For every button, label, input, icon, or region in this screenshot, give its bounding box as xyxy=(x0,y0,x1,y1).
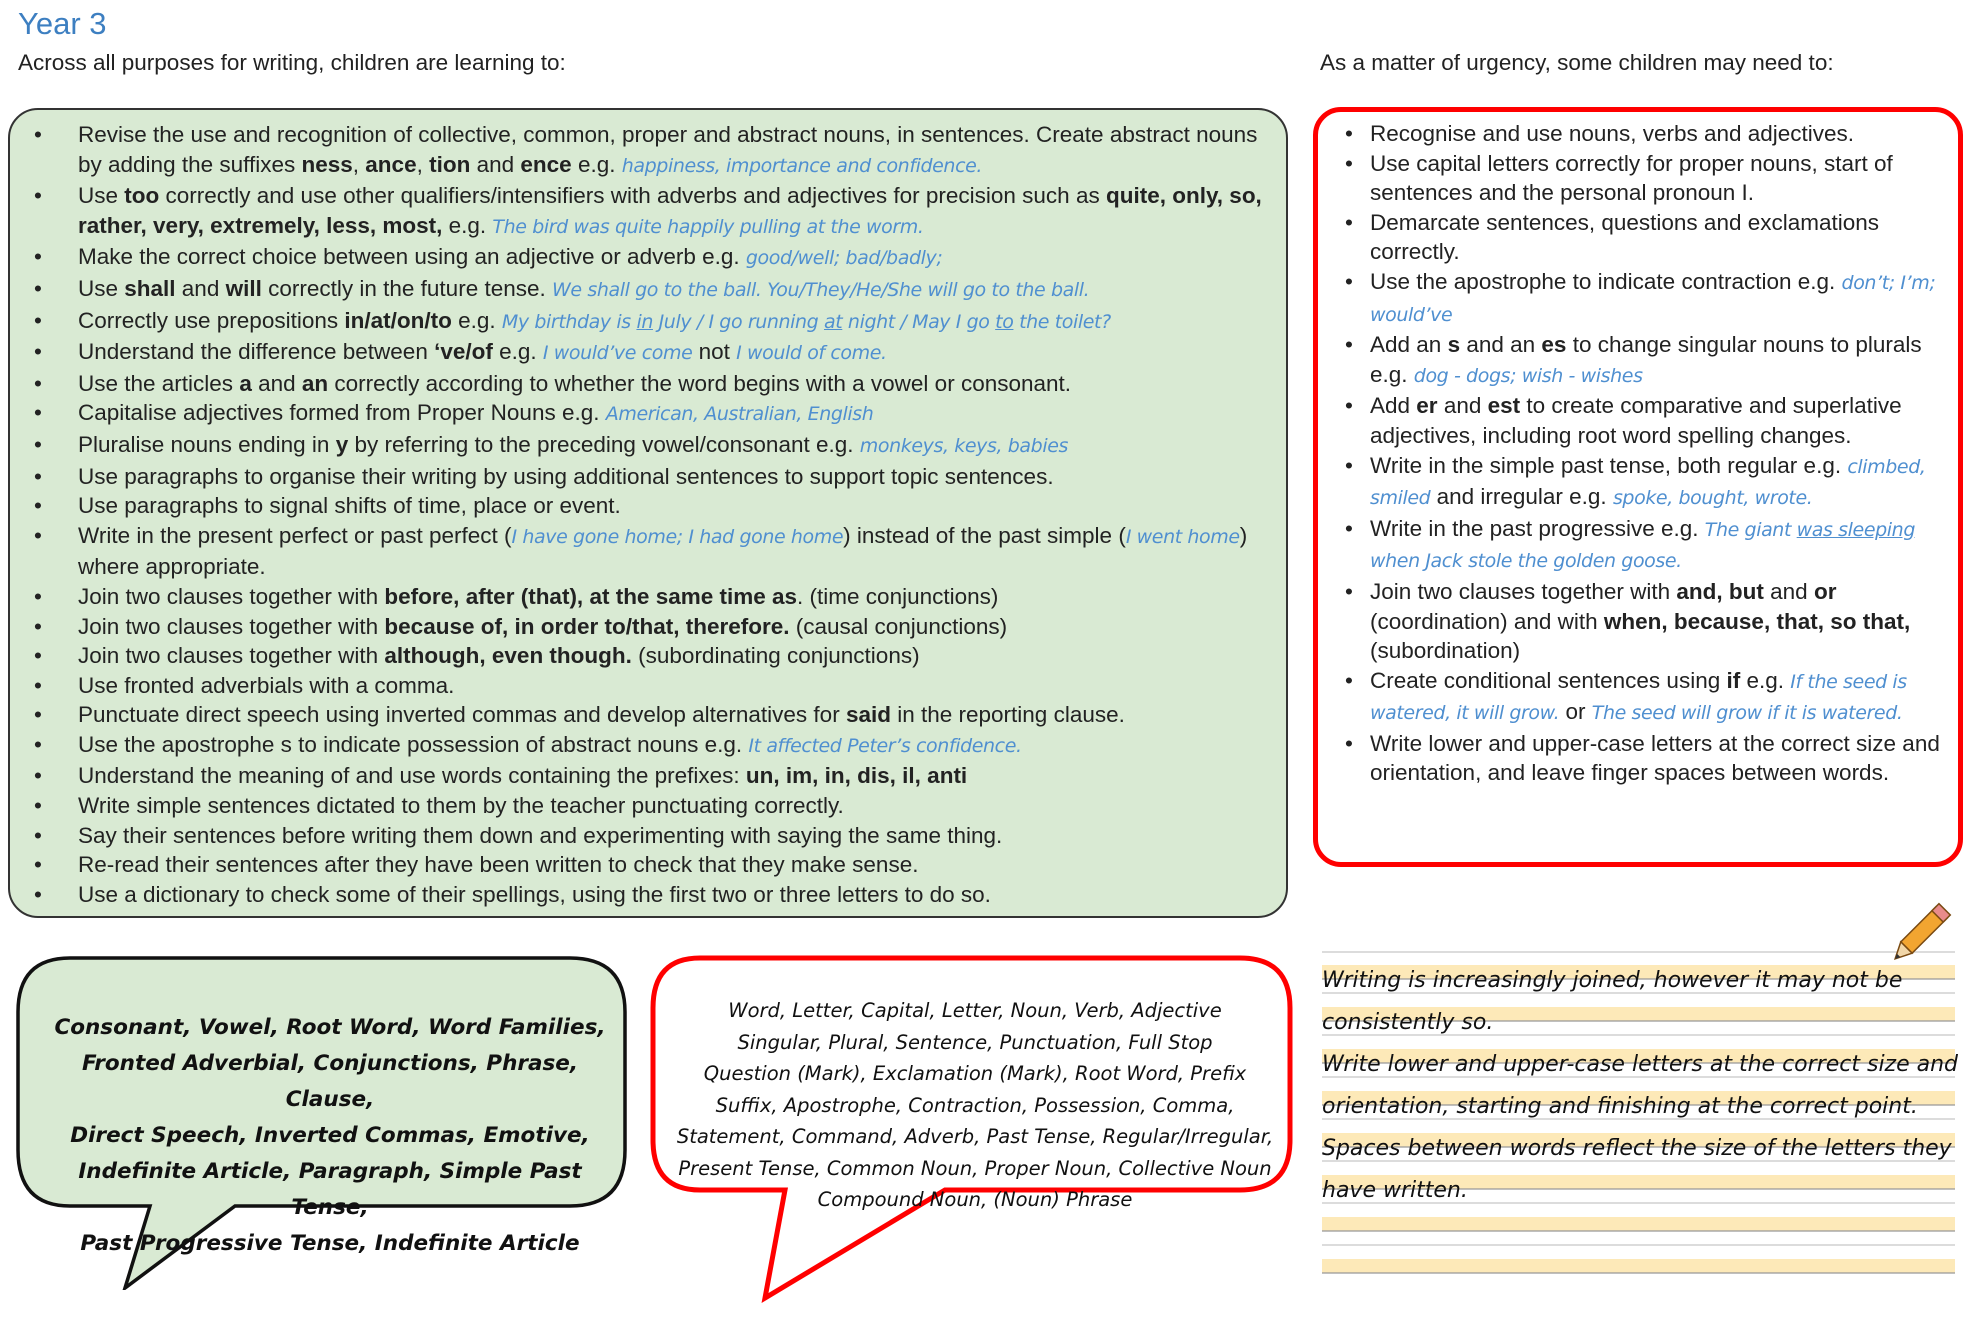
item-text: Join two clauses together with xyxy=(78,643,385,669)
item-text: to change singular nouns to plurals e.g. xyxy=(1370,332,1922,387)
vocab-line: Present Tense, Common Noun, Proper Noun, Collective Noun xyxy=(678,1156,1272,1180)
key-term: before, after (that), at the same time as xyxy=(384,583,798,609)
example-text: in xyxy=(636,310,653,333)
key-term: s xyxy=(1447,332,1461,358)
key-term: an xyxy=(301,370,329,396)
key-term: ence xyxy=(520,151,572,177)
urgent-item xyxy=(1318,149,1958,208)
item-text: Use paragraphs to signal shifts of time, place or event. xyxy=(78,493,621,519)
key-term: ness xyxy=(301,151,353,177)
objective-item xyxy=(10,462,1285,492)
item-text: ) where appropriate. xyxy=(78,522,1248,580)
item-text: and xyxy=(470,151,521,177)
objective-item xyxy=(10,850,1285,880)
objective-item xyxy=(10,521,1285,582)
example-text: I would of come. xyxy=(736,342,887,365)
item-text: Add xyxy=(1370,393,1417,419)
page-title: Year 3 xyxy=(18,6,107,41)
item-text: e.g. xyxy=(492,339,543,365)
item-text: Use the apostrophe to indicate contraction e.g. xyxy=(1370,268,1842,294)
item-text: (subordinating conjunctions) xyxy=(631,643,920,669)
key-term: shall xyxy=(124,275,176,301)
urgent-item xyxy=(1318,330,1958,391)
item-text: and an xyxy=(1460,332,1542,358)
urgent-item xyxy=(1318,577,1958,666)
example-text: don’t; I’m; would’ve xyxy=(1370,271,1936,326)
item-text: and xyxy=(175,275,226,301)
example-text: monkeys, keys, babies xyxy=(859,434,1069,457)
key-term: es xyxy=(1541,332,1567,358)
example-text: the toilet? xyxy=(1013,310,1111,333)
item-text: Understand the difference between xyxy=(78,339,435,365)
item-text: Create conditional sentences using xyxy=(1370,667,1727,693)
item-text: e.g. xyxy=(442,212,493,238)
vocab-line: Suffix, Apostrophe, Contraction, Possession, Comma, xyxy=(715,1093,1235,1117)
objective-item xyxy=(10,181,1285,242)
item-text: Use a dictionary to check some of their spellings, using the first two or three letters to do so. xyxy=(78,881,991,907)
objective-item xyxy=(10,306,1285,338)
example-text: I have gone home; I had gone home xyxy=(511,525,844,548)
item-text: Re-read their sentences after they have been written to check that they make sense. xyxy=(78,852,919,878)
item-text: Capitalise adjectives formed from Proper Nouns e.g. xyxy=(78,400,606,426)
item-text: correctly in the future tense. xyxy=(261,275,552,301)
urgent-item xyxy=(1318,267,1958,330)
item-text: and irregular e.g. xyxy=(1430,484,1613,510)
example-text: The seed will grow if it is watered. xyxy=(1591,702,1903,725)
item-text: Recognise and use nouns, verbs and adjectives. xyxy=(1370,121,1855,146)
urgent-needs-panel xyxy=(1313,107,1963,867)
urgent-item xyxy=(1318,208,1958,267)
objective-item xyxy=(10,730,1285,762)
example-text: The bird was quite happily pulling at the worm. xyxy=(492,215,924,238)
handwriting-expectations xyxy=(1322,960,1959,1212)
urgent-item xyxy=(1318,729,1958,788)
item-text: Make the correct choice between using an adjective or adverb e.g. xyxy=(78,244,746,270)
item-text: (subordination) xyxy=(1370,638,1521,664)
learning-objectives-list xyxy=(10,120,1285,909)
item-text: Write in the present perfect or past perfect ( xyxy=(78,522,512,548)
example-text: spoke, bought, wrote. xyxy=(1612,487,1813,510)
example-text: American, Australian, English xyxy=(605,403,874,426)
red-bubble-vocabulary xyxy=(655,995,1295,1216)
item-text: Use fronted adverbials with a comma. xyxy=(78,672,455,698)
example-text: I would’ve come xyxy=(542,342,693,365)
item-text: to create comparative and superlative adjectives, including root word spelling changes. xyxy=(1370,393,1902,448)
example-text: The giant xyxy=(1704,518,1797,541)
item-text: e.g. xyxy=(571,151,622,177)
example-text: We shall go to the ball. You/They/He/She will go to the ball. xyxy=(552,278,1090,301)
objective-item xyxy=(10,369,1285,399)
item-text: e.g. xyxy=(451,307,502,333)
urgent-item xyxy=(1318,119,1958,149)
vocab-line: Fronted Adverbial, Conjunctions, Phrase, Clause, xyxy=(81,1051,579,1112)
key-term: when, because, that, so that, xyxy=(1603,608,1911,634)
vocab-line: Direct Speech, Inverted Commas, Emotive, xyxy=(70,1123,590,1148)
learning-objectives-panel xyxy=(8,108,1288,918)
objective-item xyxy=(10,880,1285,910)
item-text: Write simple sentences dictated to them by the teacher punctuating correctly. xyxy=(78,793,844,819)
key-term: y xyxy=(335,431,349,457)
key-term: ‘ve/of xyxy=(434,339,493,365)
example-text: was sleeping xyxy=(1796,518,1915,541)
item-text: correctly according to whether the word begins with a vowel or consonant. xyxy=(328,370,1072,396)
item-text: Correctly use prepositions xyxy=(78,307,345,333)
example-text: July / I go running xyxy=(652,310,824,333)
item-text: and xyxy=(1763,578,1814,604)
objective-item xyxy=(10,398,1285,430)
objective-item xyxy=(10,821,1285,851)
item-text: Use xyxy=(78,275,125,301)
item-text: Write lower and upper-case letters at the correct size and orientation, and leave finger spaces between words. xyxy=(1370,730,1940,786)
objective-item xyxy=(10,791,1285,821)
item-text: Use xyxy=(78,183,125,209)
handwriting-line: have written. xyxy=(1322,1178,1468,1203)
key-term: ance xyxy=(365,151,417,177)
item-text: not xyxy=(692,339,737,365)
objective-item xyxy=(10,274,1285,306)
key-term: because of, in order to/that, therefore. xyxy=(384,613,790,639)
key-term: un, im, in, dis, il, anti xyxy=(745,763,968,789)
item-text: Use the apostrophe s to indicate possession of abstract nouns e.g. xyxy=(78,731,749,757)
item-text: Pluralise nouns ending in xyxy=(78,431,336,457)
vocab-line: Consonant, Vowel, Root Word, Word Families, xyxy=(54,1015,606,1040)
item-text: Punctuate direct speech using inverted commas and develop alternatives for xyxy=(78,702,846,728)
item-text: . (time conjunctions) xyxy=(797,583,999,609)
item-text: in the reporting clause. xyxy=(890,702,1125,728)
objective-item xyxy=(10,430,1285,462)
item-text: by referring to the preceding vowel/consonant e.g. xyxy=(348,431,860,457)
objective-item xyxy=(10,761,1285,791)
item-text: Revise the use and recognition of collective, common, proper and abstract nouns, in sentences. Create abstract nouns by adding the suffixes xyxy=(78,122,1258,177)
handwriting-line: Spaces between words reflect the size of the letters they xyxy=(1322,1136,1952,1161)
objective-item xyxy=(10,641,1285,671)
item-text: and xyxy=(1437,393,1488,419)
example-text: climbed, smiled xyxy=(1370,455,1926,510)
item-text: Join two clauses together with xyxy=(78,613,385,639)
key-term: a xyxy=(239,370,252,396)
vocab-line: Indefinite Article, Paragraph, Simple Past Tense, xyxy=(78,1159,582,1220)
intro-right-heading: As a matter of urgency, some children may need to: xyxy=(1320,50,1834,75)
item-text: Use capital letters correctly for proper nouns, start of sentences and the personal pronoun I. xyxy=(1370,150,1893,206)
key-term: said xyxy=(845,702,891,728)
key-term: too xyxy=(124,183,160,209)
example-text: My birthday is xyxy=(501,310,637,333)
green-bubble-vocabulary xyxy=(40,1010,620,1262)
handwriting-line: Write lower and upper-case letters at the correct size and xyxy=(1322,1052,1959,1077)
item-text: Understand the meaning of and use words containing the prefixes: xyxy=(78,763,746,789)
example-text: It affected Peter’s confidence. xyxy=(748,734,1022,757)
item-text: or xyxy=(1559,699,1592,725)
key-term: er xyxy=(1416,393,1438,419)
handwriting-line: Writing is increasingly joined, however it may not be xyxy=(1322,968,1903,993)
item-text: Say their sentences before writing them down and experimenting with saying the same thing. xyxy=(78,822,1003,848)
urgent-item xyxy=(1318,391,1958,450)
item-text: Use paragraphs to organise their writing by using additional sentences to support topic sentences. xyxy=(78,463,1054,489)
objective-item xyxy=(10,612,1285,642)
item-text: and xyxy=(251,370,302,396)
item-text: , xyxy=(416,151,430,177)
item-text: Write in the simple past tense, both regular e.g. xyxy=(1370,452,1848,478)
item-text: , xyxy=(352,151,366,177)
key-term: est xyxy=(1487,393,1521,419)
urgent-item xyxy=(1318,451,1958,514)
item-text: (coordination) and with xyxy=(1370,608,1604,634)
item-text: Write in the past progressive e.g. xyxy=(1370,515,1705,541)
key-term: will xyxy=(225,275,262,301)
vocab-line: Compound Noun, (Noun) Phrase xyxy=(817,1188,1133,1211)
vocab-line: Word, Letter, Capital, Letter, Noun, Verb, Adjective xyxy=(728,999,1222,1022)
urgent-needs-list xyxy=(1318,119,1958,788)
vocab-line: Question (Mark), Exclamation (Mark), Root Word, Prefix xyxy=(703,1062,1247,1085)
example-text: happiness, importance and confidence. xyxy=(621,154,983,177)
objective-item xyxy=(10,337,1285,369)
key-term: and, but xyxy=(1676,578,1764,604)
key-term: quite, only, so, rather, very, extremely, less, most, xyxy=(78,183,1262,238)
objective-item xyxy=(10,700,1285,730)
objective-item xyxy=(10,671,1285,701)
handwriting-line: consistently so. xyxy=(1322,1010,1494,1035)
objective-item xyxy=(10,242,1285,274)
example-text: dog - dogs; wish - wishes xyxy=(1413,364,1643,387)
item-text: Join two clauses together with xyxy=(78,583,385,609)
key-term: if xyxy=(1726,667,1741,693)
item-text: correctly and use other qualifiers/intensifiers with adverbs and adjectives for precision such as xyxy=(159,183,1106,209)
example-text: I went home xyxy=(1125,525,1240,548)
objective-item xyxy=(10,120,1285,181)
example-text: at xyxy=(823,310,843,333)
key-term: tion xyxy=(429,151,471,177)
item-text: Join two clauses together with xyxy=(1370,578,1677,604)
objective-item xyxy=(10,491,1285,521)
item-text: (causal conjunctions) xyxy=(789,613,1008,639)
key-term: in/at/on/to xyxy=(344,307,452,333)
objective-item xyxy=(10,582,1285,612)
urgent-item xyxy=(1318,514,1958,577)
example-text: when Jack stole the golden goose. xyxy=(1370,550,1682,573)
example-text: good/well; bad/badly; xyxy=(745,247,943,270)
example-text: night / May I go xyxy=(842,310,996,333)
urgent-item xyxy=(1318,666,1958,729)
item-text: Use the articles xyxy=(78,370,240,396)
item-text: ) instead of the past simple ( xyxy=(843,522,1126,548)
vocab-line: Past Progressive Tense, Indefinite Article xyxy=(80,1231,580,1256)
item-text: Demarcate sentences, questions and exclamations correctly. xyxy=(1370,209,1880,265)
key-term: or xyxy=(1813,578,1837,604)
example-text: If the seed is watered, it will grow. xyxy=(1370,670,1907,725)
vocab-line: Statement, Command, Adverb, Past Tense, Regular/Irregular, xyxy=(676,1125,1274,1148)
key-term: although, even though. xyxy=(384,643,632,669)
vocab-line: Singular, Plural, Sentence, Punctuation, Full Stop xyxy=(737,1030,1213,1054)
example-text: to xyxy=(995,310,1014,333)
item-text: Add an xyxy=(1370,332,1448,358)
item-text: e.g. xyxy=(1740,667,1791,693)
intro-left-heading: Across all purposes for writing, children are learning to: xyxy=(18,50,566,75)
handwriting-line: orientation, starting and finishing at the correct point. xyxy=(1322,1094,1918,1119)
